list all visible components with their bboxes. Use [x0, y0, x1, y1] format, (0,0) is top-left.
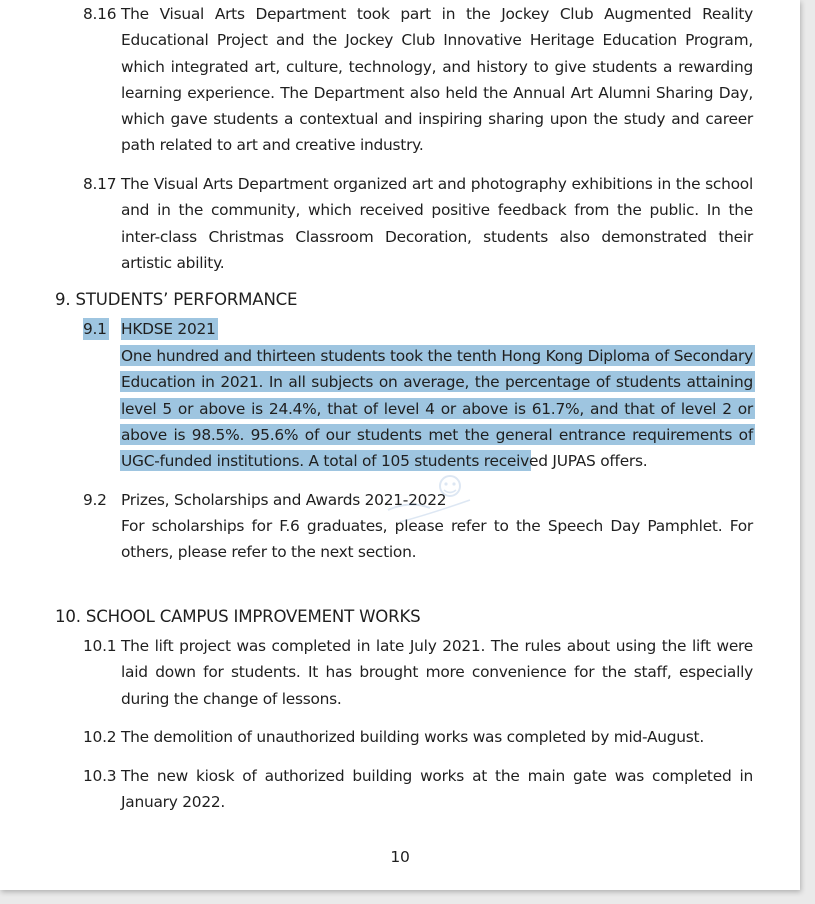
watermark-logo-icon: [380, 470, 490, 530]
paragraph-9-2[interactable]: For scholarships for F.6 graduates, please refer to the Speech Day Pamphlet. For others, please refer to the next section.: [121, 517, 753, 562]
subsection-title-9-1: HKDSE 2021: [121, 320, 216, 338]
subsection-number-9-1: 9.1: [83, 320, 107, 338]
item-number: 10.3: [83, 767, 117, 785]
paragraph-10-2[interactable]: The demolition of unauthorized building works was completed by mid-August.: [121, 728, 704, 746]
paragraph-9-1[interactable]: One hundred and thirteen students took the tenth Hong Kong Diploma of Secondary Education in 2021. In all subjects on average, the percentage of students attaining level 5 or above is 24.4%, that of level 4 or above is 61.7%, and that of level 2 or above is 98.5%. 95.6% of our students met the general entrance requirements of UGC-funded institutions. A total of 105 students received JUPAS offers.: [121, 347, 753, 471]
item-number: 10.1: [83, 637, 117, 655]
paragraph-8-17[interactable]: The Visual Arts Department organized art and photography exhibitions in the school and in the community, which received positive feedback from the public. In the inter-class Christmas Classroom Decoration, students also demonstrated their artistic ability.: [121, 175, 753, 272]
subsection-number-9-2: 9.2: [83, 491, 107, 509]
paragraph-8-16[interactable]: The Visual Arts Department took part in the Jockey Club Augmented Reality Educational Project and the Jockey Club Innovative Heritage Education Program, which integrated art, culture, technology, and history to give students a rewarding learning experience. The Department also held the Annual Art Alumni Sharing Day, which gave students a contextual and inspiring sharing upon the study and career path related to art and creative industry.: [121, 5, 753, 155]
item-number: 8.16: [83, 5, 117, 23]
paragraph-10-3[interactable]: The new kiosk of authorized building works at the main gate was completed in January 2022.: [121, 767, 753, 812]
subsection-title-9-2: Prizes, Scholarships and Awards 2021-2022: [121, 491, 447, 509]
section-heading-9: 9. STUDENTS’ PERFORMANCE: [55, 290, 298, 309]
page-number: 10: [390, 848, 410, 866]
item-number: 8.17: [83, 175, 117, 193]
section-heading-10: 10. SCHOOL CAMPUS IMPROVEMENT WORKS: [55, 607, 421, 626]
item-number: 10.2: [83, 728, 117, 746]
paragraph-10-1[interactable]: The lift project was completed in late July 2021. The rules about using the lift were laid down for students. It has brought more convenience for the staff, especially during the change of lessons.: [121, 637, 753, 708]
